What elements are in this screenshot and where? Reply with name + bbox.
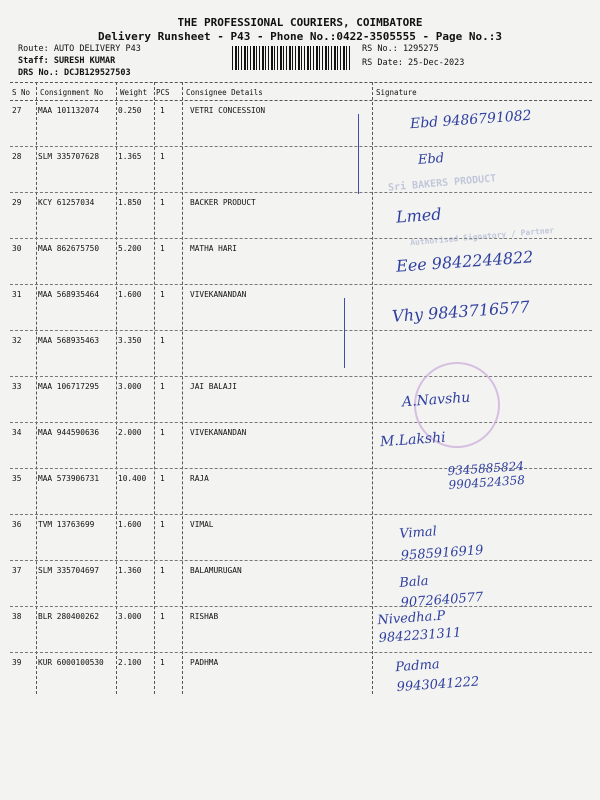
row-sno: 32 [12, 336, 22, 345]
row-pcs: 1 [160, 612, 165, 621]
signature-28: Ebd [417, 151, 445, 168]
stamp-signatory: Authorised Signatory / Partner [409, 225, 555, 248]
row-pcs: 1 [160, 152, 165, 161]
rs-number: RS No.: 1295275 [362, 44, 439, 54]
row-weight: 3.350 [118, 336, 142, 345]
row-sno: 35 [12, 474, 22, 483]
signature-36: Vimal 9585916919 [398, 524, 484, 564]
row-sno: 29 [12, 198, 22, 207]
row-weight: 5.200 [118, 244, 142, 253]
row-consignment: MAA 862675750 [38, 244, 100, 253]
table-row [10, 606, 592, 653]
signature-30: Eee 9842244822 [395, 247, 534, 276]
row-consignment: BLR 280400262 [38, 612, 100, 621]
row-consignment: SLM 335707628 [38, 152, 100, 161]
row-consignment: MAA 568935463 [38, 336, 100, 345]
row-weight: 3.000 [118, 382, 142, 391]
staff-text: Staff: SURESH KUMAR [18, 56, 116, 66]
signature-33: A.Navshu [401, 389, 471, 411]
row-weight: 1.360 [118, 566, 142, 575]
signature-34: M.Lakshi [379, 429, 447, 451]
row-sno: 39 [12, 658, 22, 667]
row-consignment: MAA 101132074 [38, 106, 100, 115]
table-row [10, 376, 592, 423]
row-weight: 1.600 [118, 290, 142, 299]
row-sno: 28 [12, 152, 22, 161]
signature-31: Vhy 9843716577 [391, 297, 531, 326]
barcode-image [232, 46, 350, 70]
row-sno: 36 [12, 520, 22, 529]
row-consignee: VETRI CONCESSION [190, 106, 266, 115]
row-consignment: MAA 944590636 [38, 428, 100, 437]
signature-35: 9345885824 9904524358 [447, 458, 526, 493]
row-sno: 37 [12, 566, 22, 575]
row-weight: 2.100 [118, 658, 142, 667]
row-consignment: MAA 106717295 [38, 382, 100, 391]
row-weight: 0.250 [118, 106, 142, 115]
row-consignee: RISHAB [190, 612, 219, 621]
row-sno: 33 [12, 382, 22, 391]
rs-date: RS Date: 25-Dec-2023 [362, 58, 465, 68]
row-weight: 3.000 [118, 612, 142, 621]
row-pcs: 1 [160, 198, 165, 207]
table-top-line [10, 82, 592, 83]
header-consignee: Consignee Details [186, 88, 263, 97]
row-weight: 1.600 [118, 520, 142, 529]
row-pcs: 1 [160, 290, 165, 299]
row-consignee: JAI BALAJI [190, 382, 237, 391]
row-consignee: PADHMA [190, 658, 219, 667]
handwritten-bracket [326, 298, 345, 368]
row-consignee: VIVEKANANDAN [190, 290, 247, 299]
drs-text: DRS No.: DCJB129527503 [18, 68, 131, 78]
row-pcs: 1 [160, 520, 165, 529]
row-consignee: MATHA HARI [190, 244, 237, 253]
table-row [10, 330, 592, 377]
row-consignment: MAA 573906731 [38, 474, 100, 483]
row-weight: 2.000 [118, 428, 142, 437]
handwritten-bracket [340, 114, 359, 194]
stamp-company: Sri BAKERS PRODUCT [387, 173, 497, 194]
row-pcs: 1 [160, 336, 165, 345]
row-consignment: MAA 568935464 [38, 290, 100, 299]
row-sno: 30 [12, 244, 22, 253]
row-sno: 27 [12, 106, 22, 115]
row-sno: 38 [12, 612, 22, 621]
signature-37: Bala 9072640577 [398, 573, 484, 611]
header-signature: Signature [376, 88, 417, 97]
row-sno: 31 [12, 290, 22, 299]
row-consignee: BACKER PRODUCT [190, 198, 256, 207]
document-title: THE PROFESSIONAL COURIERS, COIMBATORE [177, 16, 423, 29]
row-consignment: KUR 6000100530 [38, 658, 104, 667]
row-sno: 34 [12, 428, 22, 437]
row-pcs: 1 [160, 474, 165, 483]
row-consignee: VIVEKANANDAN [190, 428, 247, 437]
header-sno: S No [12, 88, 31, 97]
signature-29: Lmed [395, 204, 443, 227]
row-pcs: 1 [160, 566, 165, 575]
table-row [10, 146, 592, 193]
row-weight: 1.850 [118, 198, 142, 207]
row-consignee: VIMAL [190, 520, 214, 529]
signature-39: Padma 9943041222 [394, 657, 480, 696]
row-pcs: 1 [160, 658, 165, 667]
signature-38: Nivedha.P 9842231311 [376, 608, 462, 647]
header-weight: Weight [120, 88, 148, 97]
route-text: Route: AUTO DELIVERY P43 [18, 44, 141, 54]
row-pcs: 1 [160, 244, 165, 253]
row-pcs: 1 [160, 428, 165, 437]
row-pcs: 1 [160, 382, 165, 391]
row-consignee: BALAMURUGAN [190, 566, 242, 575]
row-pcs: 1 [160, 106, 165, 115]
header-pcs: PCS [156, 88, 170, 97]
row-consignment: SLM 335704697 [38, 566, 100, 575]
signature-27: Ebd 9486791082 [409, 107, 533, 133]
row-consignment: TVM 13763699 [38, 520, 95, 529]
row-weight: 1.365 [118, 152, 142, 161]
document-subtitle: Delivery Runsheet - P43 - Phone No.:0422-3505555 - Page No.:3 [98, 30, 502, 43]
row-consignment: KCY 61257034 [38, 198, 95, 207]
row-weight: 10.400 [118, 474, 147, 483]
header-consignment: Consignment No [40, 88, 104, 97]
row-consignee: RAJA [190, 474, 209, 483]
